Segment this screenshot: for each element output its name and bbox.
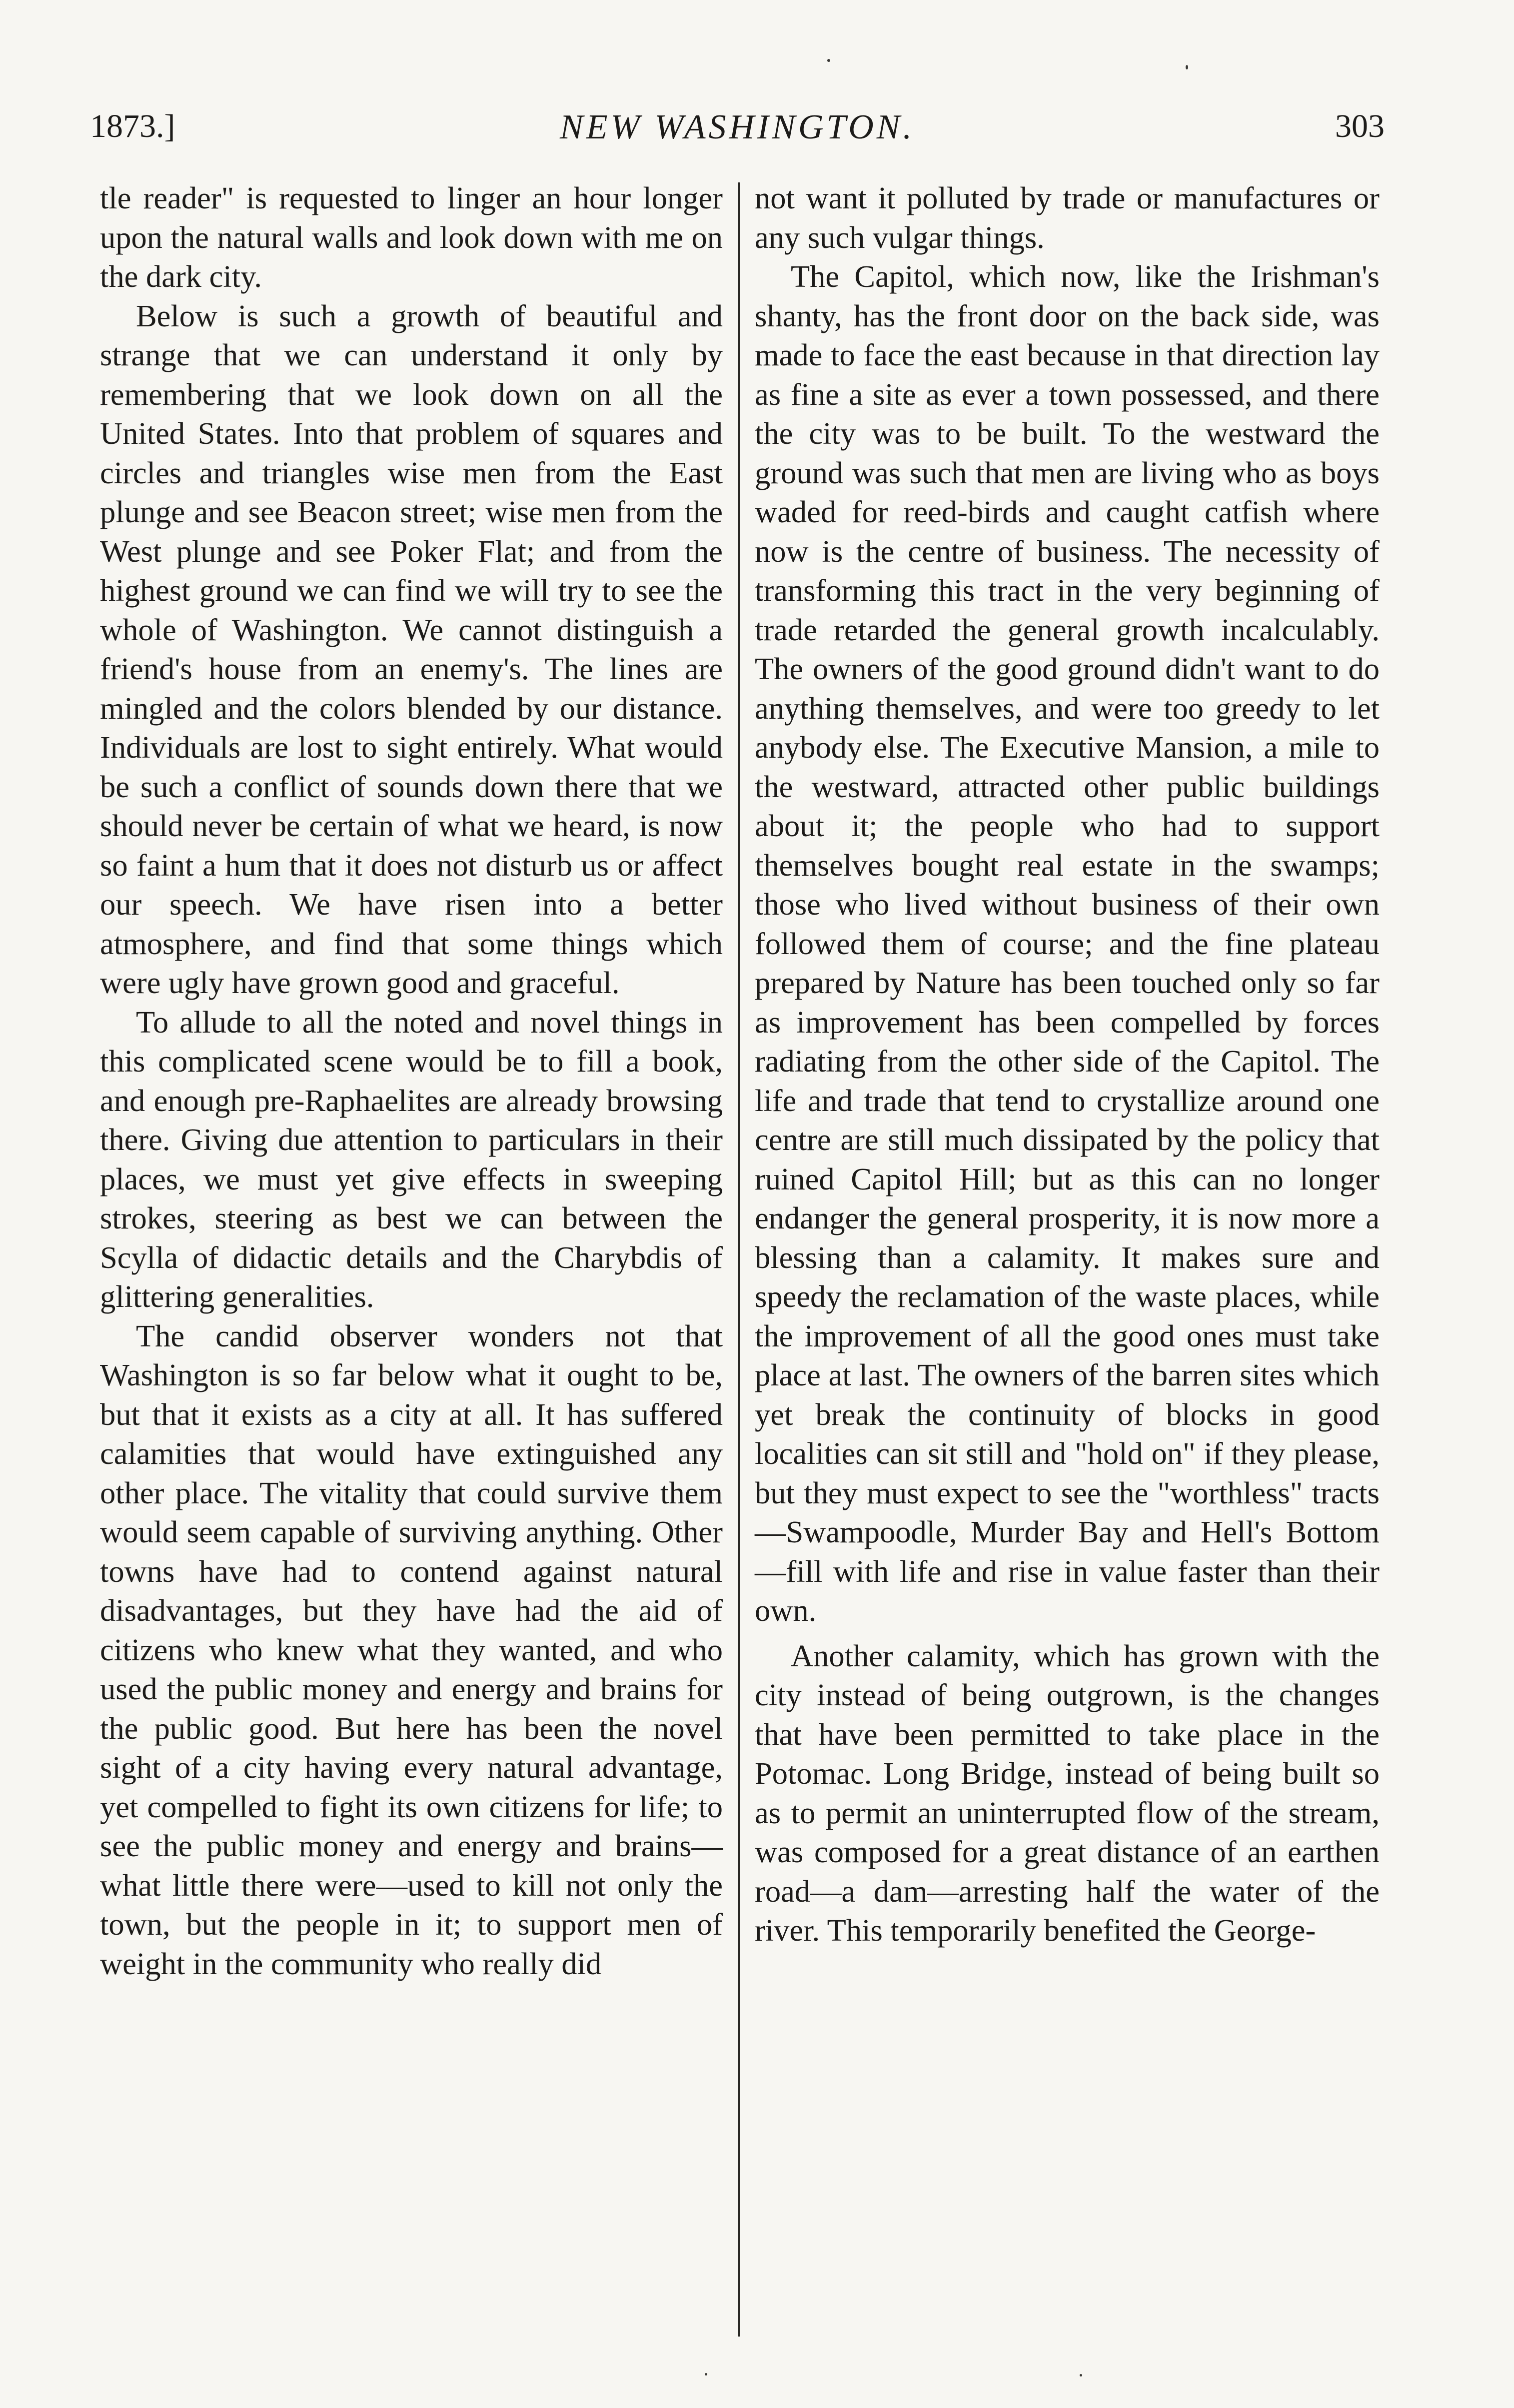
right-column	[755, 178, 1380, 1950]
column-divider	[738, 182, 740, 2337]
page-number: 303	[1335, 108, 1385, 144]
left-column	[100, 178, 723, 1983]
right-paragraph-1: not want it polluted by trade or manufactures or any such vulgar things.	[755, 180, 1380, 255]
left-paragraph-2: Below is such a growth of beautiful and strange that we can understand it only by remembering that we look down on all the United States. Into that problem of squares and circles and triangles wise men from the East plunge and see Beacon street; wise men from the West plunge and see Poker Flat; and from the highest ground we can find we will try to see the whole of Washington. We cannot distinguish a friend's house from an enemy's. The lines are mingled and the colors blended by our distance. Individuals are lost to sight entirely. What would be such a conflict of sounds down there that we should never be certain of what we heard, is now so faint a hum that it does not disturb us or affect our speech. We have risen into a better atmosphere, and find that some things which were ugly have grown good and graceful.	[100, 298, 723, 1000]
right-paragraph-3: Another calamity, which has grown with the city instead of being outgrown, is the changes that have been permitted to take place in the Potomac. Long Bridge, instead of being built so as to permit an uninterrupted flow of the stream, was composed for a great distance of an earthen road—a dam—arresting half the water of the river. This temporarily benefited the George-	[755, 1638, 1380, 1948]
left-paragraph-3: To allude to all the noted and novel things in this complicated scene would be to fill a book, and enough pre-Raphaelites are already browsing there. Giving due attention to particulars in their places, we must yet give effects in sweeping strokes, steering as best we can between the Scylla of didactic details and the Charybdis of glittering generalities.	[100, 1004, 723, 1314]
right-paragraph-2: The Capitol, which now, like the Irishman's shanty, has the front door on the back side, was made to face the east because in that direction lay as fine a site as ever a town possessed, and there the city was to be built. To the westward the ground was such that men are living who as boys waded for reed-birds and caught catfish where now is the centre of business. The necessity of transforming this tract in the very beginning of trade retarded the general growth incalculably. The owners of the good ground didn't want to do anything themselves, and were too greedy to let anybody else. The Executive Mansion, a mile to the westward, attracted other public buildings about it; the people who had to support themselves bought real estate in the swamps; those who lived without business of their own followed them of course; and the fine plateau prepared by Nature has been touched only so far as improvement has been compelled by forces radiating from the other side of the Capitol. The life and trade that tend to crystallize around one centre are still much dissipated by the policy that ruined Capitol Hill; but as this can no longer endanger the general prosperity, it is now more a blessing than a calamity. It makes sure and speedy the reclamation of the waste places, while the improvement of all the good ones must take place at last. The owners of the barren sites which yet break the continuity of blocks in good localities can sit still and "hold on" if they please, but they must expect to see the "worthless" tracts—Swampoodle, Murder Bay and Hell's Bottom—fill with life and rise in value faster than their own.	[755, 259, 1380, 1628]
print-speck	[705, 2373, 707, 2376]
header-year: 1873.]	[90, 108, 175, 144]
print-speck	[1080, 2374, 1082, 2377]
header-title: NEW WASHINGTON.	[560, 108, 915, 146]
print-speck	[827, 59, 830, 62]
print-speck	[1186, 65, 1188, 69]
left-paragraph-1: tle reader" is requested to linger an hour longer upon the natural walls and look down with me on the dark city.	[100, 180, 723, 294]
left-paragraph-4: The candid observer wonders not that Washington is so far below what it ought to be, but that it exists as a city at all. It has suffered calamities that would have extinguished any other place. The vitality that could survive them would seem capable of surviving anything. Other towns have had to contend against natural disadvantages, but they have had the aid of citizens who knew what they wanted, and who used the public money and energy and brains for the public good. But here has been the novel sight of a city having every natural advantage, yet compelled to fight its own citizens for life; to see the public money and energy and brains—what little there were—used to kill not only the town, but the people in it; to support men of weight in the community who really did	[100, 1318, 723, 1981]
running-header	[90, 107, 1385, 152]
